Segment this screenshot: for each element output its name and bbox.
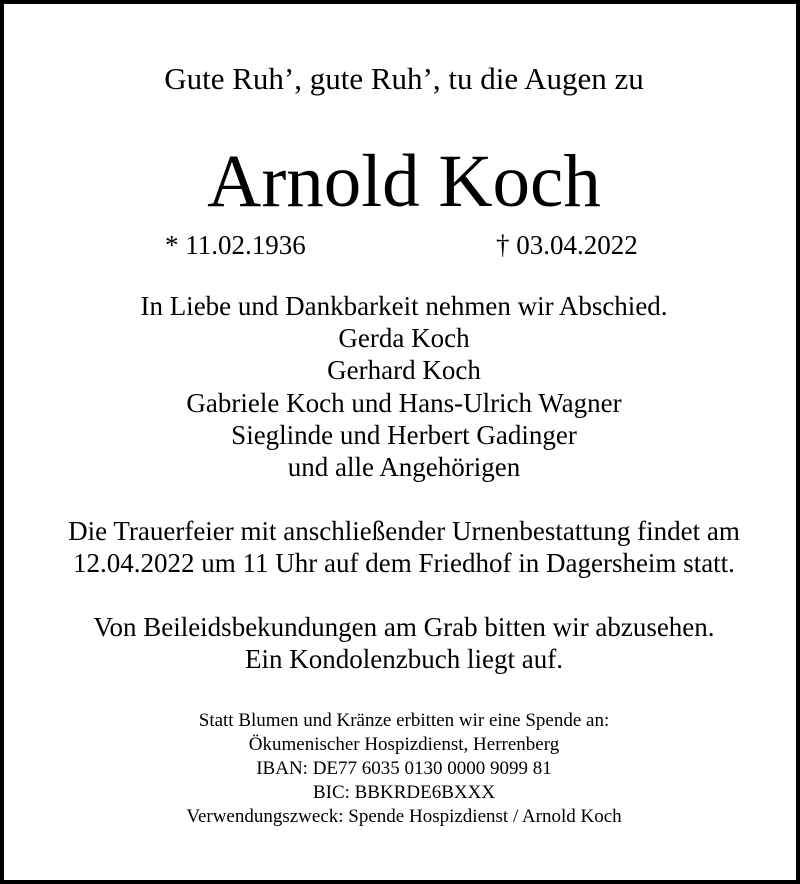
donation-recipient: Ökumenischer Hospizdienst, Herrenberg	[248, 734, 560, 755]
mourner-name: Gerda Koch	[338, 323, 470, 353]
mourner-name: Gerhard Koch	[327, 355, 481, 385]
life-dates	[4, 230, 800, 262]
donation-bic: BIC: BBKRDE6BXXX	[312, 782, 496, 803]
mourner-name: Sieglinde und Herbert Gadinger	[231, 420, 577, 450]
farewell-line: In Liebe und Dankbarkeit nehmen wir Abschied.	[140, 291, 668, 321]
mourner-name: Gabriele Koch und Hans-Ulrich Wagner	[186, 388, 622, 418]
death-date: † 03.04.2022	[496, 230, 638, 260]
mourner-name: und alle Angehörigen	[287, 452, 521, 482]
condolence-line: Ein Kondolenzbuch liegt auf.	[245, 644, 563, 674]
donation-iban: IBAN: DE77 6035 0130 0000 9099 81	[256, 758, 552, 779]
donation-purpose: Verwendungszweck: Spende Hospizdienst / Arnold Koch	[186, 806, 622, 827]
ceremony-line: 12.04.2022 um 11 Uhr auf dem Friedhof in Dagersheim statt.	[73, 548, 735, 578]
condolence-line: Von Beileidsbekundungen am Grab bitten wir abzusehen.	[93, 612, 715, 642]
deceased-name: Arnold Koch	[207, 140, 601, 223]
motto-line: Gute Ruh’, gute Ruh’, tu die Augen zu	[164, 61, 644, 96]
ceremony-line: Die Trauerfeier mit anschließender Urnenbestattung findet am	[68, 516, 740, 546]
birth-date: * 11.02.1936	[165, 230, 306, 260]
donation-line: Statt Blumen und Kränze erbitten wir eine Spende an:	[198, 710, 610, 731]
